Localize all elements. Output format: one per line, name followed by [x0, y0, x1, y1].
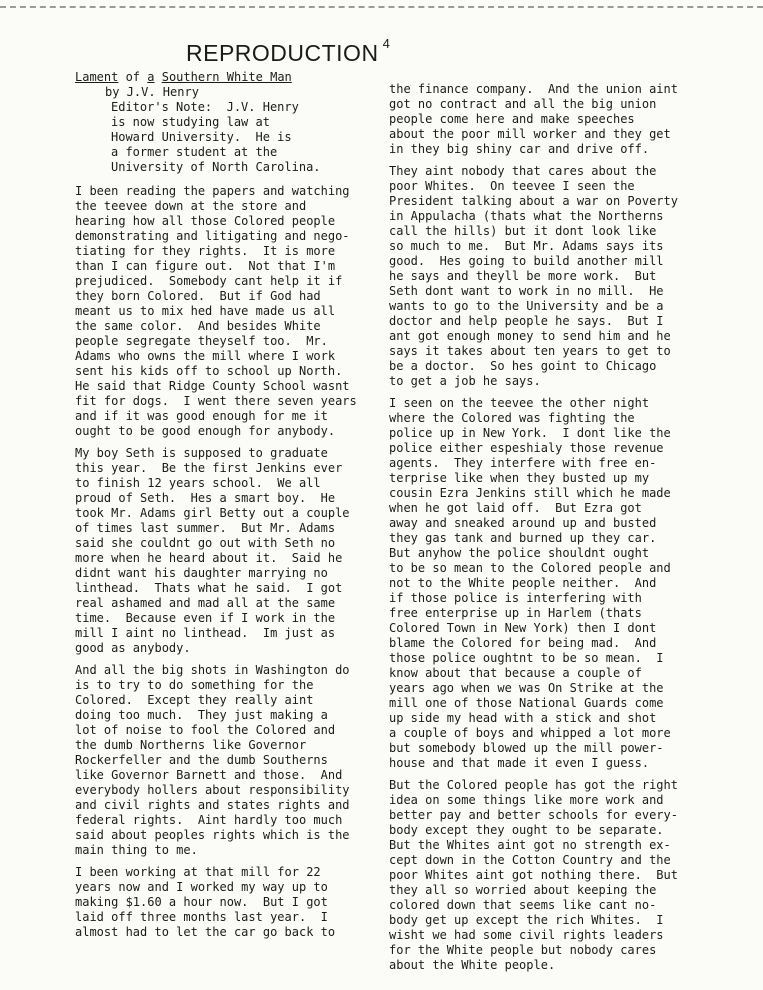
- text-line: about the White people.: [389, 958, 556, 972]
- text-line: My boy Seth is supposed to graduate: [75, 446, 328, 460]
- text-line: he says and theyll be more work. But: [389, 269, 657, 283]
- text-line: But anyhow the police shouldnt ought: [389, 546, 650, 560]
- text-line: I been reading the papers and watching: [75, 184, 350, 198]
- text-line: President talking about a war on Poverty: [389, 194, 678, 208]
- text-line: in Appulacha (thats what the Northerns: [389, 209, 664, 223]
- text-line: body get up except the rich Whites. I: [389, 913, 664, 927]
- text-line: wisht we had some civil rights leaders: [389, 928, 664, 942]
- text-line: they all so worried about keeping the: [389, 883, 657, 897]
- text-line: Adams who owns the mill where I work: [75, 349, 336, 363]
- text-line: they gas tank and burned up they car.: [389, 531, 657, 545]
- text-line: cept down in the Cotton Country and the: [389, 853, 671, 867]
- text-line: about the poor mill worker and they get: [389, 127, 671, 141]
- text-line: federal rights. Aint hardly too much: [75, 813, 343, 827]
- text-line: up side my head with a stick and shot: [389, 711, 657, 725]
- text-line: Seth dont want to work in no mill. He: [389, 284, 664, 298]
- text-line: to finish 12 years school. We all: [75, 476, 321, 490]
- text-line: says it takes about ten years to get to: [389, 344, 671, 358]
- right-column-body: [389, 82, 699, 973]
- right-column: [389, 82, 699, 980]
- paragraph: [75, 663, 375, 858]
- text-line: when he got laid off. But Ezra got: [389, 501, 642, 515]
- text-line: blame the Colored for being mad. And: [389, 636, 657, 650]
- text-line: away and sneaked around up and busted: [389, 516, 657, 530]
- text-line: the finance company. And the union aint: [389, 82, 678, 96]
- paragraph: [389, 396, 699, 771]
- text-line: But the Whites aint got no strength ex-: [389, 838, 671, 852]
- text-line: to get a job he says.: [389, 374, 541, 388]
- text-line: be a doctor. So hes goint to Chicago: [389, 359, 657, 373]
- text-line: so much to me. But Mr. Adams says its: [389, 239, 664, 253]
- text-line: call the hills) but it dont look like: [389, 224, 657, 238]
- text-line: mill one of those National Guards come: [389, 696, 664, 710]
- text-line: good. Hes going to build another mill: [389, 254, 664, 268]
- text-line: proud of Seth. Hes a smart boy. He: [75, 491, 336, 505]
- text-line: those police oughtnt to be so mean. I: [389, 651, 664, 665]
- text-line: took Mr. Adams girl Betty out a couple: [75, 506, 350, 520]
- text-line: people come here and make speeches: [389, 112, 635, 126]
- text-line: But the Colored people has got the right: [389, 778, 678, 792]
- text-line: house and that made it even I guess.: [389, 756, 650, 770]
- text-line: cousin Ezra Jenkins still which he made: [389, 486, 671, 500]
- editor-note-line: University of North Carolina.: [111, 160, 321, 174]
- text-line: doing too much. They just making a: [75, 708, 328, 722]
- text-line: free enterprise up in Harlem (thats: [389, 606, 642, 620]
- text-line: And all the big shots in Washington do: [75, 663, 350, 677]
- text-line: in they big shiny car and drive off.: [389, 142, 650, 156]
- text-line: they born Colored. But if God had: [75, 289, 321, 303]
- text-line: said about peoples rights which is the: [75, 828, 350, 842]
- page-heading: [186, 36, 391, 67]
- heading-text: REPRODUCTION: [186, 40, 379, 66]
- text-line: like Governor Barnett and those. And: [75, 768, 343, 782]
- editor-note-line: a former student at the: [111, 145, 278, 159]
- text-line: years ago when we was On Strike at the: [389, 681, 664, 695]
- text-line: ant got enough money to send him and he: [389, 329, 671, 343]
- text-line: poor Whites. On teevee I seen the: [389, 179, 635, 193]
- text-line: Colored Town in New York) then I dont: [389, 621, 657, 635]
- top-dashed-rule: [0, 0, 763, 8]
- text-line: didnt want his daughter marrying no: [75, 566, 328, 580]
- text-line: and civil rights and states rights and: [75, 798, 350, 812]
- text-line: if those police is interfering with: [389, 591, 642, 605]
- text-line: more when he heard about it. Said he: [75, 551, 343, 565]
- byline: by J.V. Henry: [105, 85, 199, 99]
- text-line: colored down that seems like cant no-: [389, 898, 657, 912]
- text-line: I seen on the teevee the other night: [389, 396, 650, 410]
- text-line: know about that because a couple of: [389, 666, 642, 680]
- text-line: meant us to mix hed have made us all: [75, 304, 336, 318]
- text-line: Rockerfeller and the dumb Southerns: [75, 753, 328, 767]
- text-line: idea on some things like more work and: [389, 793, 664, 807]
- editor-note-line: is now studying law at: [111, 115, 270, 129]
- text-line: years now and I worked my way up to: [75, 880, 328, 894]
- text-line: terprise like when they busted up my: [389, 471, 650, 485]
- text-line: got no contract and all the big union: [389, 97, 657, 111]
- text-line: good as anybody.: [75, 641, 191, 655]
- paragraph: [389, 778, 699, 973]
- text-line: lot of noise to fool the Colored and: [75, 723, 336, 737]
- text-line: the dumb Northerns like Governor: [75, 738, 307, 752]
- text-line: making $1.60 a hour now. But I got: [75, 895, 328, 909]
- text-line: sent his kids off to school up North.: [75, 364, 343, 378]
- text-line: of times last summer. But Mr. Adams: [75, 521, 336, 535]
- text-line: said she couldnt go out with Seth no: [75, 536, 336, 550]
- text-line: the teevee down at the store and: [75, 199, 307, 213]
- paragraph: [75, 865, 375, 940]
- editor-note-line: Editor's Note: J.V. Henry: [111, 100, 299, 114]
- text-line: real ashamed and mad all at the same: [75, 596, 336, 610]
- text-line: everybody hollers about responsibility: [75, 783, 350, 797]
- paragraph: [389, 82, 699, 157]
- text-line: body except they ought to be separate.: [389, 823, 664, 837]
- text-line: wants to go to the University and be a: [389, 299, 664, 313]
- paragraph: [389, 164, 699, 389]
- text-line: prejudiced. Somebody cant help it if: [75, 274, 343, 288]
- text-line: and if it was good enough for me it: [75, 409, 328, 423]
- text-line: the same color. And besides White: [75, 319, 321, 333]
- text-line: doctor and help people he says. But I: [389, 314, 664, 328]
- text-line: ought to be good enough for anybody.: [75, 424, 336, 438]
- text-line: people segregate theyself too. Mr.: [75, 334, 328, 348]
- editor-note: [75, 100, 375, 175]
- text-line: time. Because even if I work in the: [75, 611, 336, 625]
- text-line: where the Colored was fighting the: [389, 411, 635, 425]
- text-line: almost had to let the car go back to: [75, 925, 336, 939]
- paragraph: [75, 184, 375, 439]
- text-line: than I can figure out. Not that I'm: [75, 259, 336, 273]
- left-column-body: [75, 184, 375, 940]
- text-line: poor Whites aint got nothing there. But: [389, 868, 678, 882]
- editor-note-line: Howard University. He is: [111, 130, 292, 144]
- text-line: mill I aint no linthead. Im just as: [75, 626, 336, 640]
- text-line: linthead. Thats what he said. I got: [75, 581, 343, 595]
- text-line: for the White people but nobody cares: [389, 943, 657, 957]
- text-line: tiating for they rights. It is more: [75, 244, 336, 258]
- text-line: not to the White people neither. And: [389, 576, 657, 590]
- text-line: I been working at that mill for 22: [75, 865, 321, 879]
- page-number: 4: [382, 36, 391, 52]
- text-line: police up in New York. I dont like the: [389, 426, 671, 440]
- left-column: [75, 70, 375, 947]
- text-line: police either espeshialy those revenue: [389, 441, 664, 455]
- text-line: agents. They interfere with free en-: [389, 456, 657, 470]
- text-line: better pay and better schools for every-: [389, 808, 678, 822]
- text-line: demonstrating and litigating and nego-: [75, 229, 350, 243]
- text-line: main thing to me.: [75, 843, 198, 857]
- text-line: fit for dogs. I went there seven years: [75, 394, 357, 408]
- text-line: He said that Ridge County School wasnt: [75, 379, 350, 393]
- paragraph: [75, 446, 375, 656]
- article-title: Lament of a Southern White Man: [75, 70, 292, 84]
- text-line: Colored. Except they really aint: [75, 693, 314, 707]
- text-line: but somebody blowed up the mill power-: [389, 741, 664, 755]
- text-line: is to try to do something for the: [75, 678, 314, 692]
- text-line: a couple of boys and whipped a lot more: [389, 726, 671, 740]
- text-line: They aint nobody that cares about the: [389, 164, 657, 178]
- text-line: laid off three months last year. I: [75, 910, 328, 924]
- text-line: hearing how all those Colored people: [75, 214, 336, 228]
- text-line: to be so mean to the Colored people and: [389, 561, 671, 575]
- text-line: this year. Be the first Jenkins ever: [75, 461, 343, 475]
